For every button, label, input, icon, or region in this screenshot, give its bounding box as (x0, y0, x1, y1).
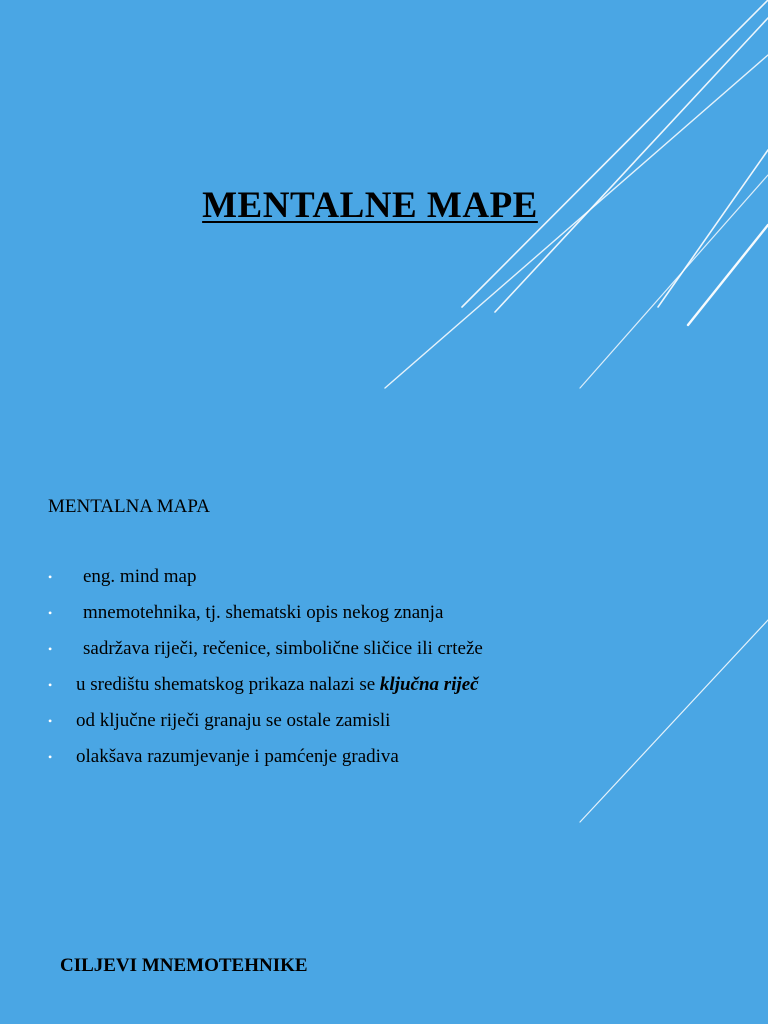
bullet-icon: • (48, 606, 53, 620)
bullet-text: od ključne riječi granaju se ostale zamisli (76, 710, 391, 731)
bullet-text: olakšava razumjevanje i pamćenje gradiva (76, 746, 399, 767)
bullet-text: eng. mind map (83, 566, 197, 587)
section-subheading: MENTALNA MAPA (48, 496, 210, 517)
bullet-text: u središtu shematskog prikaza nalazi se (76, 674, 380, 695)
bullet-text: mnemotehnika, tj. shematski opis nekog znanja (83, 602, 444, 623)
bullet-icon: • (48, 678, 53, 692)
bullet-text-with-keyword (76, 671, 479, 699)
bullet-icon: • (48, 750, 53, 764)
decor-line-7 (580, 620, 768, 822)
decor-line-2 (495, 18, 768, 312)
next-section-heading: CILJEVI MNEMOTEHNIKE (60, 955, 308, 976)
slide-title: MENTALNE MAPE (202, 185, 538, 226)
bullet-icon: • (48, 714, 53, 728)
bullet-icon: • (48, 570, 53, 584)
decor-line-4 (658, 150, 768, 307)
decor-line-5 (688, 225, 768, 325)
keyword-emphasis: ključna riječ (379, 674, 479, 695)
bullet-icon: • (48, 642, 53, 656)
decor-line-1 (462, 0, 768, 307)
bullet-text: sadržava riječi, rečenice, simbolične sličice ili crteže (83, 638, 483, 659)
